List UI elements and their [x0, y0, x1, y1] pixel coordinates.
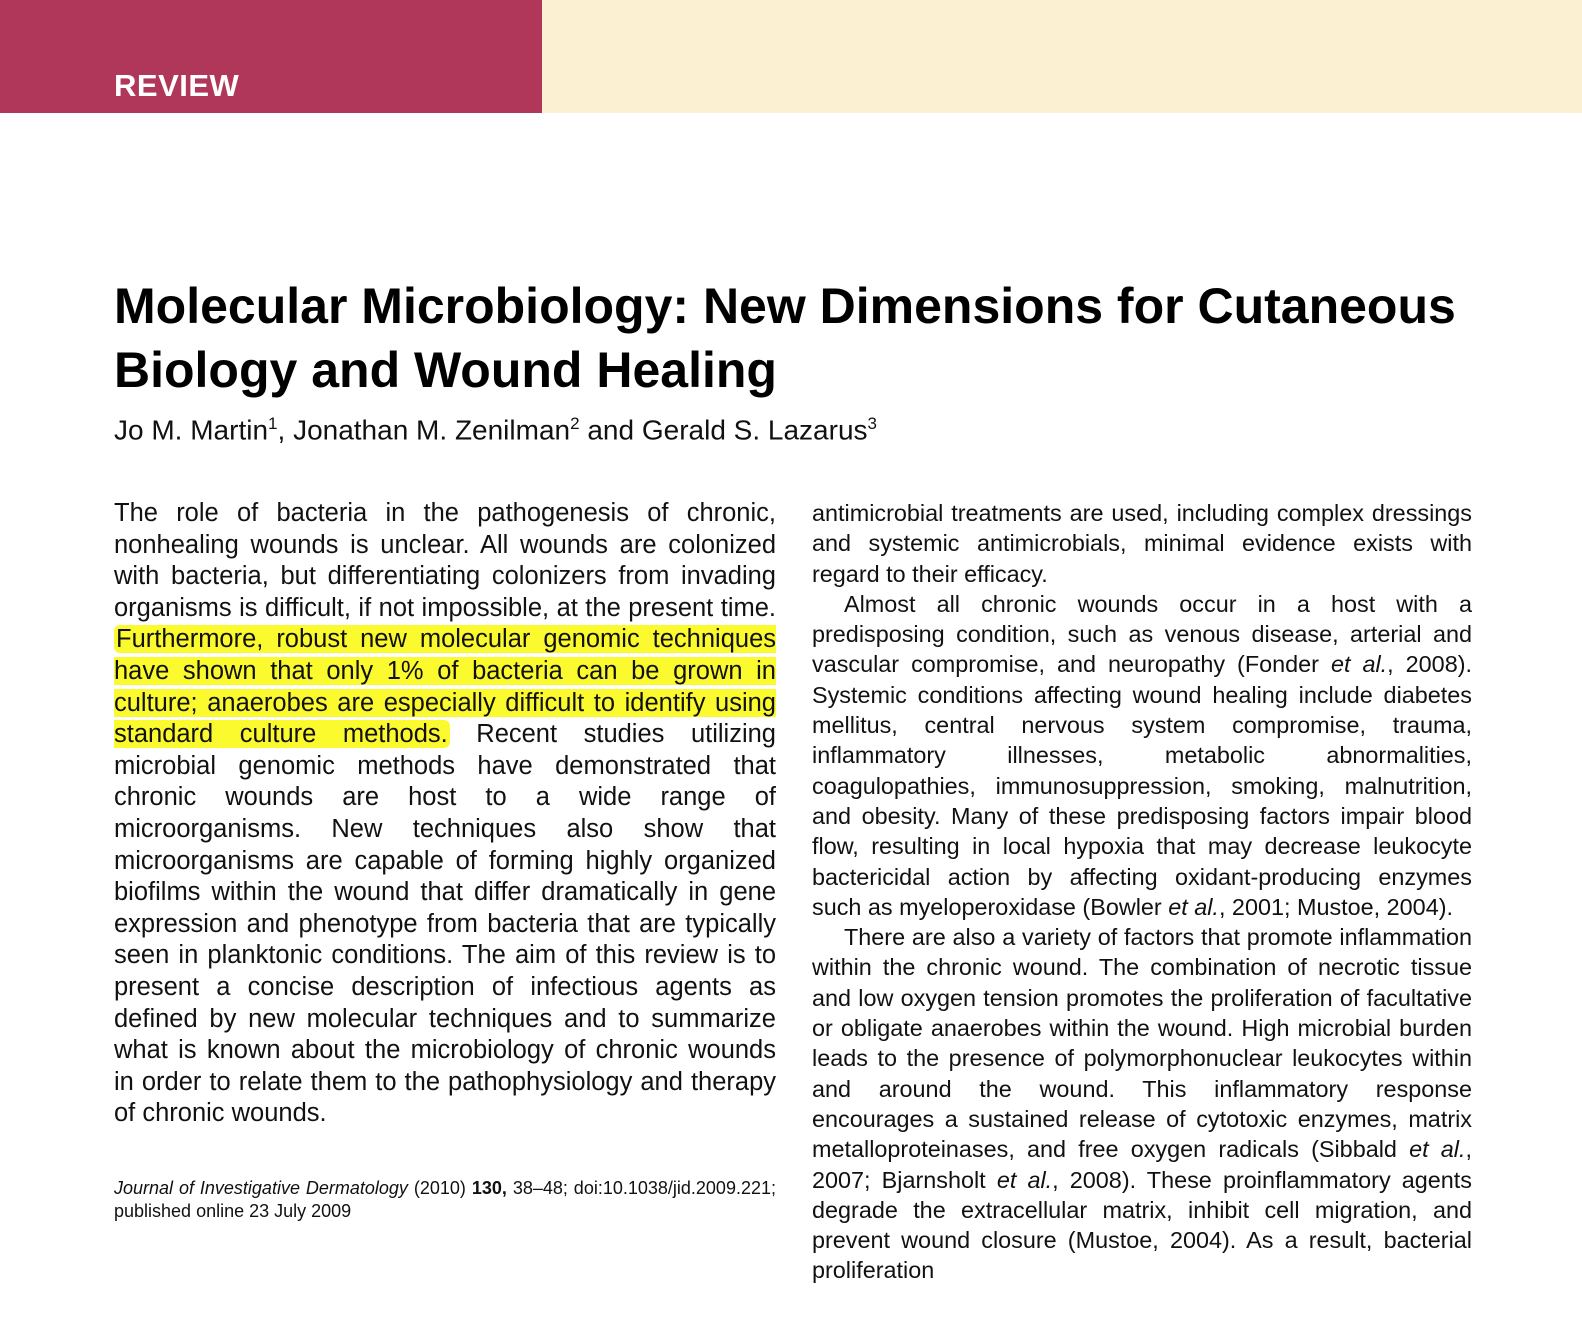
author-name: Jo M. Martin	[114, 414, 269, 446]
body-text: , 2007; Bjarnsholt	[812, 1136, 1473, 1193]
citation-volume: 130,	[471, 1178, 507, 1198]
body-text: , 2008). Systemic conditions affecting wound healing include diabetes mellitus, central nervous system compromise, trauma, inflammatory illnesses, metabolic abnormalities, coagulopathies, immunosuppression, smoking, malnutrition, and obesity. Many of these predisposing factors impair blood flow, resulting in local hypoxia that may decrease leukocyte bactericidal action by affecting oxidant-producing enzymes such as myeloperoxidase (Bowler	[812, 651, 1472, 920]
body-text: There are also a variety of factors that promote inflammation within the chronic wound. The combination of necrotic tissue and low oxygen tension promotes the proliferation of facultative or obligate anaerobes within the wound. High microbial burden leads to the presence of polymorphonuclear leukocytes within and around the wound. This inflammatory response encourages a sustained release of cytotoxic enzymes, matrix metalloproteinases, and free oxygen radicals (Sibbald	[812, 924, 1472, 1163]
author-separator: ,	[277, 414, 294, 446]
author-affiliation: 1	[268, 414, 278, 433]
citation-year: (2010)	[413, 1178, 466, 1198]
abstract-text: The role of bacteria in the pathogenesis of chronic, nonhealing wounds is unclear. All wounds are colonized with bacteria, but differentiating colonizers from invading organisms is difficult, if not impossible, at the present time.	[114, 499, 776, 622]
abstract	[114, 498, 776, 1130]
author-list	[114, 404, 877, 450]
body-paragraph	[812, 922, 1472, 1286]
author-affiliation: 2	[570, 414, 580, 433]
et-al: et al.	[1409, 1136, 1466, 1163]
author-name: Jonathan M. Zenilman	[293, 414, 571, 446]
body-text: Almost all chronic wounds occur in a host with a predisposing condition, such as venous disease, arterial and vascular compromise, and neuropathy (Fonder	[812, 590, 1472, 678]
section-label: REVIEW	[114, 68, 240, 103]
article-title: Molecular Microbiology: New Dimensions for Cutaneous Biology and Wound Healing	[114, 278, 1456, 398]
body-text: , 2008). These proinflammatory agents degrade the extracellular matrix, inhibit cell migration, and prevent wound closure (Mustoe, 2004). As a result, bacterial proliferation	[812, 1166, 1472, 1284]
abstract-highlight: Furthermore, robust new molecular genomic techniques have shown that only 1% of bacteria can be grown in culture; anaerobes are especially difficult to identify using standard culture methods.	[114, 625, 776, 749]
et-al: et al.	[1330, 651, 1388, 678]
body-paragraph	[812, 589, 1472, 922]
citation-details: 38–48; doi:10.1038/jid.2009.221; published online 23 July 2009	[114, 1178, 776, 1221]
journal-citation	[114, 1177, 776, 1223]
abstract-text: Recent studies utilizing microbial genomic methods have demonstrated that chronic wounds are host to a wide range of microorganisms. New techniques also show that microorganisms are capable of forming highly organized biofilms within the wound that differ dramatically in gene expression and phenotype from bacteria that are typically seen in planktonic conditions. The aim of this review is to present a concise description of infectious agents as defined by new molecular techniques and to summarize what is known about the microbiology of chronic wounds in order to relate them to the pathophysiology and therapy of chronic wounds.	[114, 720, 776, 1128]
et-al: et al.	[996, 1166, 1053, 1193]
body-paragraph: antimicrobial treatments are used, including complex dressings and systemic antimicrobials, minimal evidence exists with regard to their efficacy.	[812, 500, 1472, 587]
header-band	[542, 0, 1582, 113]
body-text: , 2001; Mustoe, 2004).	[1218, 893, 1453, 920]
author-affiliation: 3	[867, 414, 877, 433]
body-column	[812, 498, 1472, 1286]
journal-name: Journal of Investigative Dermatology	[114, 1178, 408, 1198]
et-al: et al.	[1168, 893, 1219, 920]
author-name: Gerald S. Lazarus	[641, 414, 868, 446]
author-separator: and	[579, 414, 642, 446]
section-band	[0, 0, 542, 113]
